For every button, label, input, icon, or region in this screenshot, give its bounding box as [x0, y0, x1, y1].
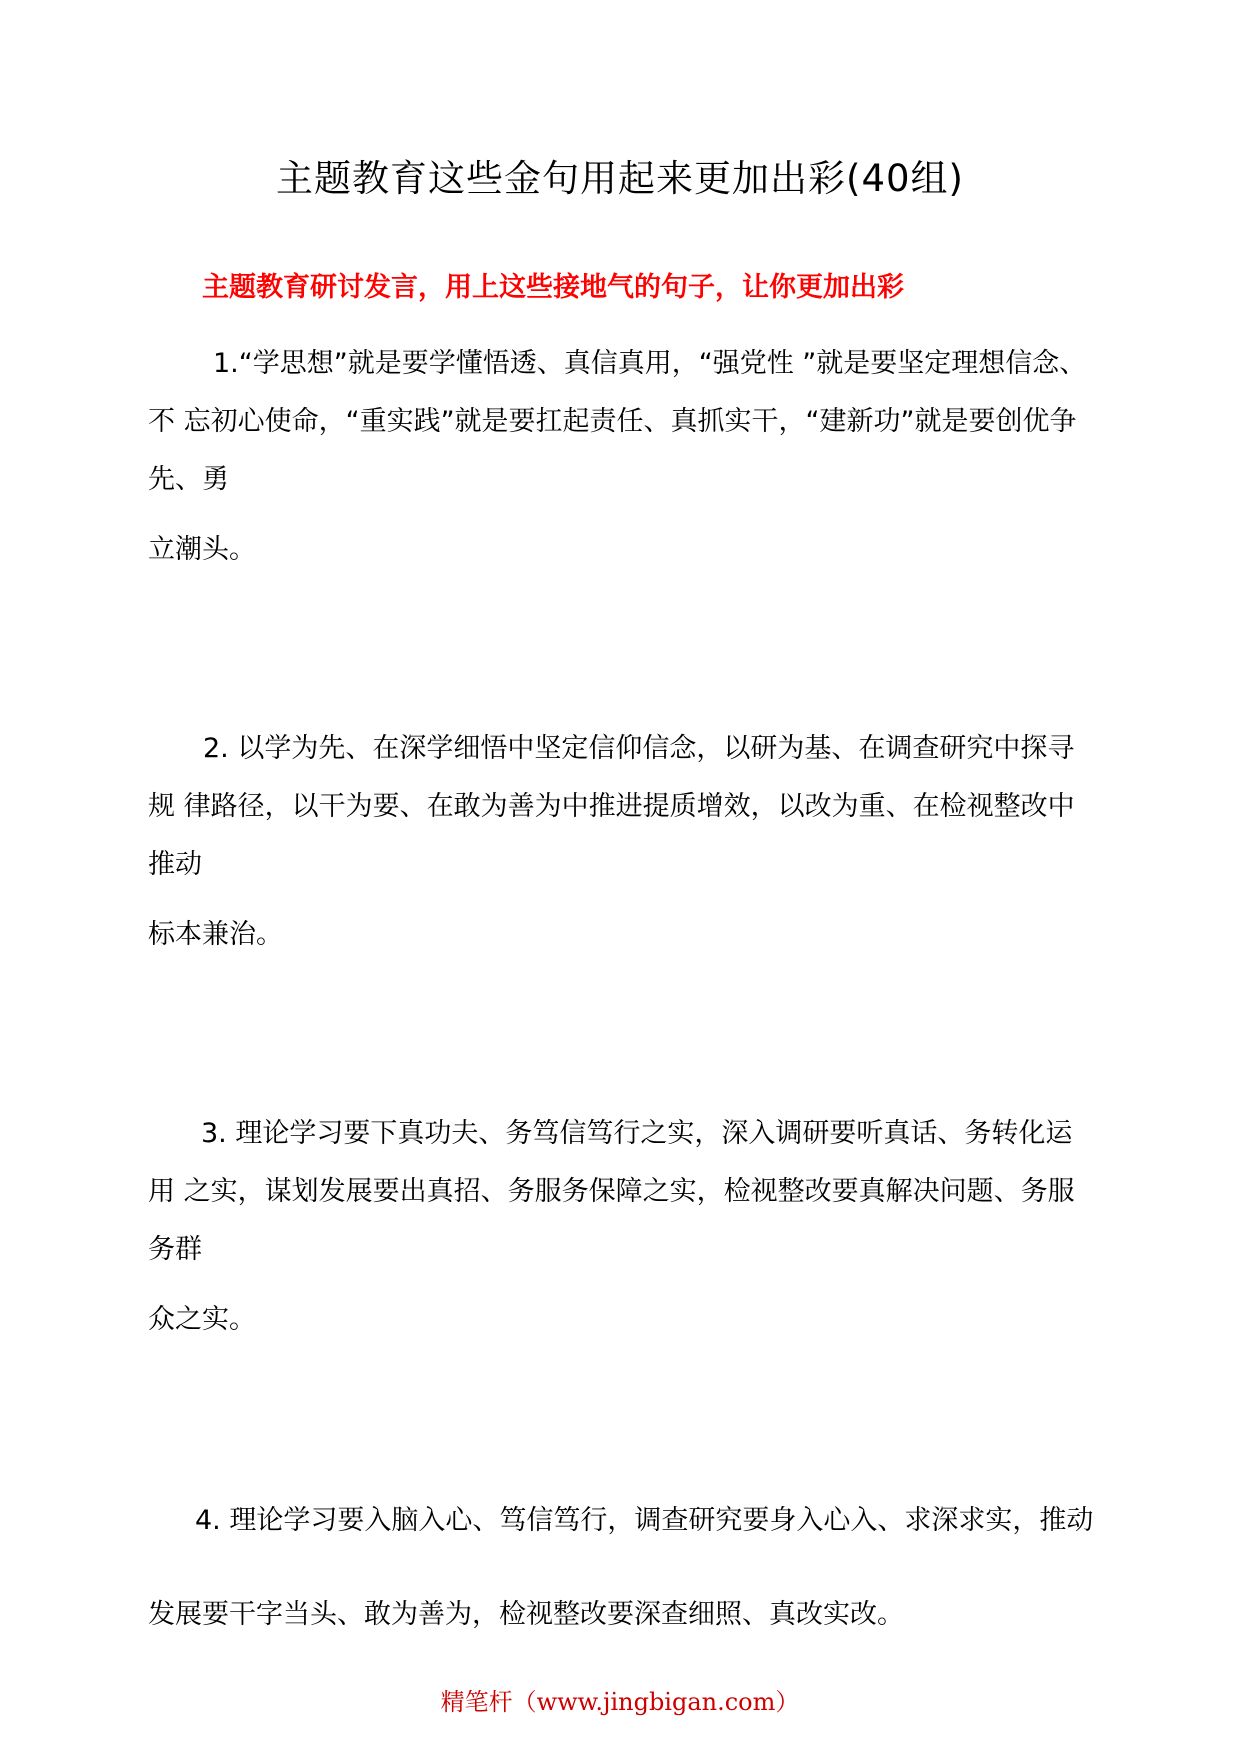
paragraph-line: 标本兼治。 [148, 919, 283, 950]
paragraph-line: 用 之实，谋划发展要出真招、务服务保障之实，检视整改要真解决问题、务服 [148, 1176, 1075, 1207]
paragraph-line: 2. 以学为先、在深学细悟中坚定信仰信念，以研为基、在调查研究中探寻 [203, 733, 1075, 764]
paragraph-line: 1.“学思想”就是要学懂悟透、真信真用，“强党性 ”就是要坚定理想信念、 [213, 348, 1087, 379]
paragraph-3 [148, 1105, 1100, 1349]
paragraph-line: 推动 [148, 849, 202, 880]
paragraph-line: 众之实。 [148, 1304, 256, 1335]
paragraph-line: 4. 理论学习要入脑入心、笃信笃行，调查研究要身入心入、求深求实，推动 [195, 1505, 1094, 1536]
paragraph-1 [148, 335, 1100, 579]
red-subtitle: 主题教育研讨发言，用上这些接地气的句子，让你更加出彩 [202, 272, 904, 303]
paragraph-4 [148, 1492, 1100, 1644]
paragraph-line: 先、勇 [148, 464, 229, 495]
paragraph-line: 发展要干字当头、敢为善为，检视整改要深查细照、真改实改。 [148, 1599, 904, 1630]
footer-watermark: 精笔杆（www.jingbigan.com） [440, 1688, 800, 1716]
paragraph-line: 3. 理论学习要下真功夫、务笃信笃行之实，深入调研要听真话、务转化运 [201, 1118, 1073, 1149]
document-title: 主题教育这些金句用起来更加出彩(40组) [276, 157, 964, 200]
paragraph-line: 务群 [148, 1234, 202, 1265]
paragraph-line: 不 忘初心使命，“重实践”就是要扛起责任、真抓实干，“建新功”就是要创优争 [148, 406, 1077, 437]
paragraph-line: 立潮头。 [148, 534, 256, 565]
paragraph-line: 规 律路径，以干为要、在敢为善为中推进提质增效，以改为重、在检视整改中 [148, 791, 1075, 822]
paragraph-2 [148, 720, 1100, 964]
